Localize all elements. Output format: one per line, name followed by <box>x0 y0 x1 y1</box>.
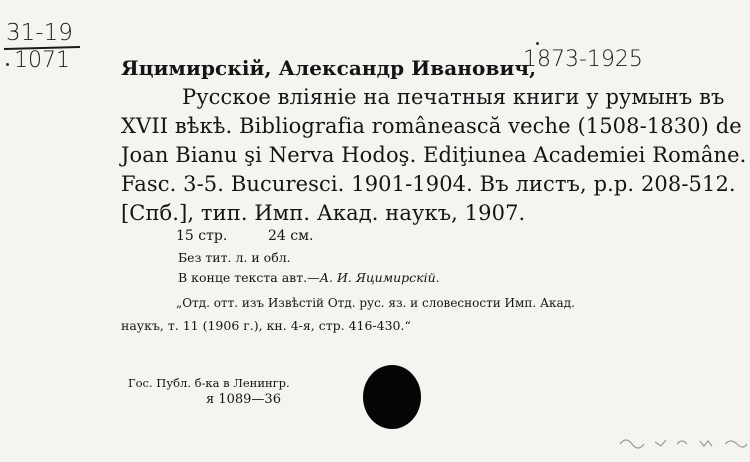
note-size: 24 см. <box>268 228 314 244</box>
ink-dot <box>6 63 9 66</box>
call-number-top: 31-19 <box>6 20 73 46</box>
note-end-author: А. И. Яцимирскій. <box>319 270 440 285</box>
faint-scribble <box>615 432 750 452</box>
note-pages: 15 стр. <box>176 228 228 244</box>
call-number-bottom: 1071 <box>14 48 70 73</box>
punch-hole <box>363 365 421 429</box>
body-line: XVII вѣкѣ. Bibliografia românească veche (1508-1830) de <box>121 114 742 138</box>
note-end-prefix: В конце текста авт.— <box>178 270 320 285</box>
body-line: Русское вліяніе на печатныя книги у румынъ въ <box>182 85 725 109</box>
body-line: [Спб.], тип. Имп. Акад. наукъ, 1907. <box>121 201 526 225</box>
note-no-title: Без тит. л. и обл. <box>178 250 291 265</box>
heading-author: Яцимирскій, Александр Иванович, <box>121 56 537 80</box>
body-line: Joan Bianu şi Nerva Hodoş. Ediţiunea Academiei Române. <box>121 143 747 167</box>
note-offprint-line2: наукъ, т. 11 (1906 г.), кн. 4-я, стр. 416-430.“ <box>121 318 411 333</box>
note-end-text <box>178 270 440 285</box>
note-offprint-line1: „Отд. отт. изъ Извѣстій Отд. рус. яз. и словесности Имп. Акад. <box>176 296 575 310</box>
heading-dates: 1873-1925 <box>523 47 643 72</box>
body-line: Fasc. 3-5. Bucuresci. 1901-1904. Въ листъ, р.р. 208-512. <box>121 172 736 196</box>
ink-dot <box>536 42 539 45</box>
library-stamp-line1: Гос. Публ. б-ка в Ленингр. <box>128 376 290 390</box>
library-stamp-shelfmark: я 1089—36 <box>206 392 281 407</box>
